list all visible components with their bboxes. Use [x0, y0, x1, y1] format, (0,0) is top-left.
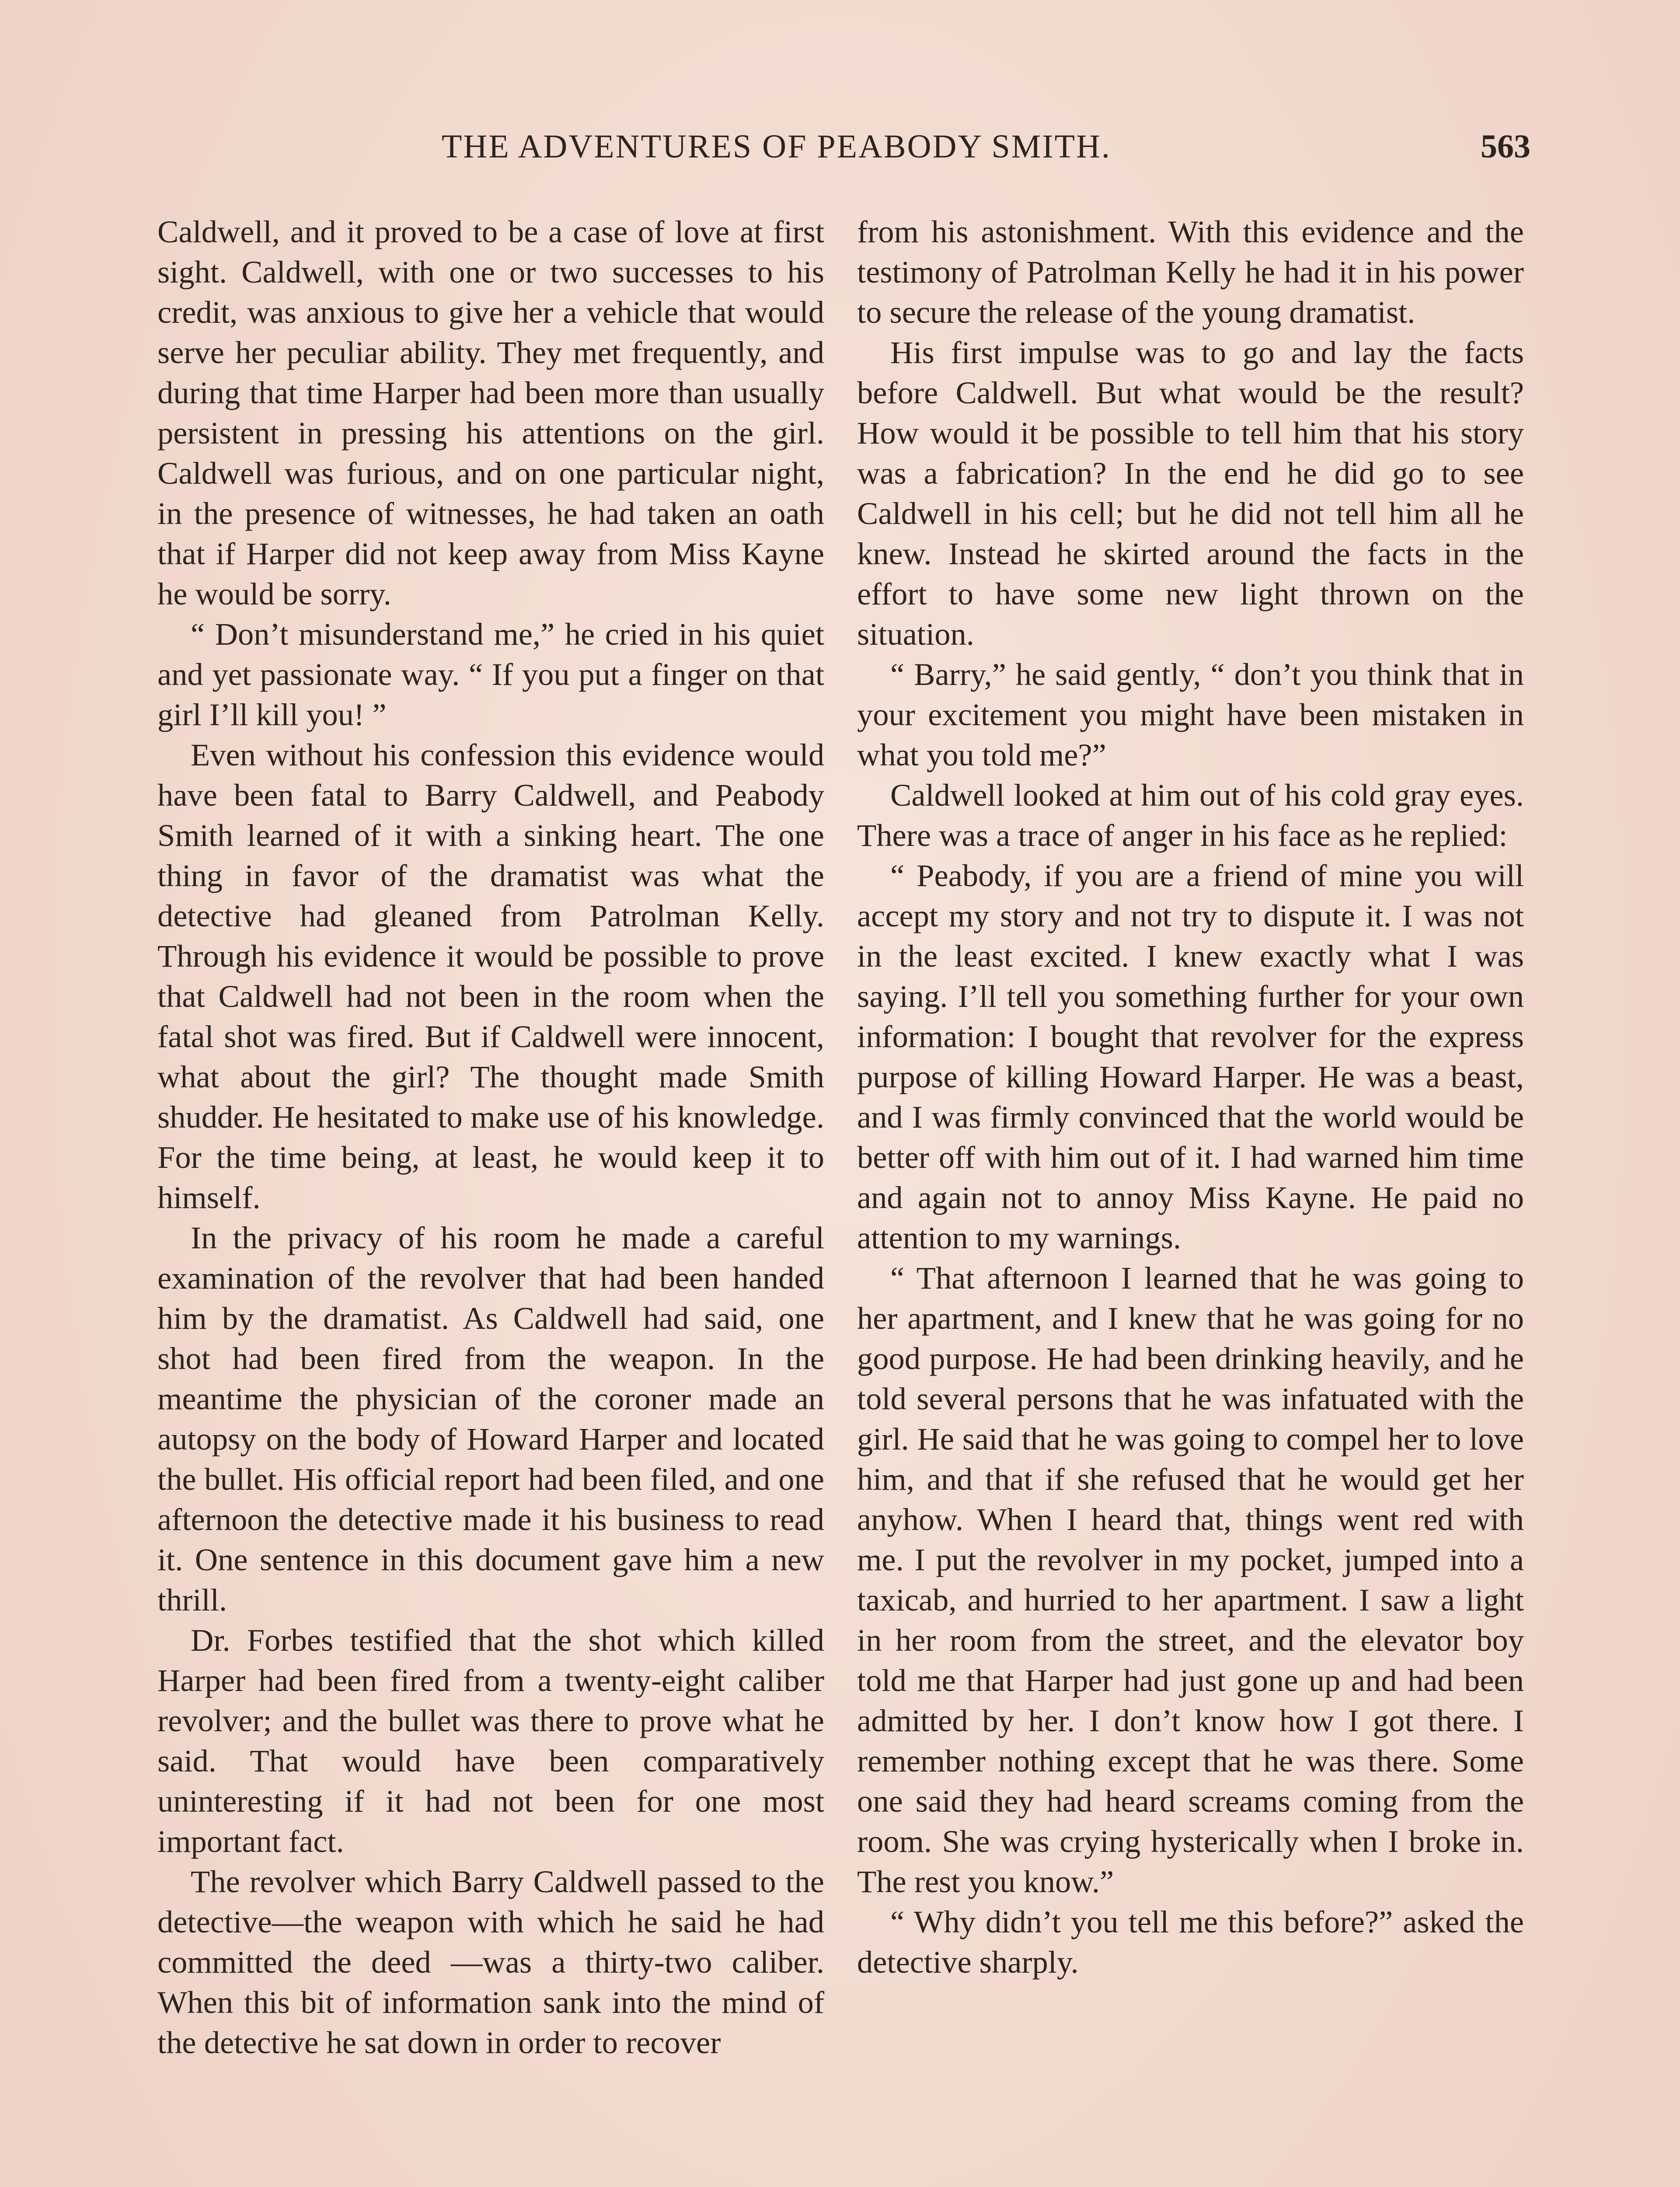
paragraph: His first impulse was to go and lay the facts before Caldwell. But what would be the result? How would it be possible to tell him that his story was a fabrication? In the end he did go to see Caldwell in his cell; but he did not tell him all he knew. Instead he skirted around the facts in the effort to have some new light thrown on the situation.	[857, 335, 1524, 652]
running-title: THE ADVENTURES OF PEABODY SMITH.	[442, 128, 1111, 165]
left-column	[157, 212, 824, 2063]
paragraph: Caldwell looked at him out of his cold gray eyes. There was a trace of anger in his face as he replied:	[857, 777, 1524, 853]
right-column	[857, 212, 1524, 1982]
paragraph: Caldwell, and it proved to be a case of love at first sight. Caldwell, with one or two successes to his credit, was anxious to give her a vehicle that would serve her peculiar ability. They met frequently, and during that time Harper had been more than usually persistent in pressing his attentions on the girl. Caldwell was furious, and on one particular night, in the presence of witnesses, he had taken an oath that if Harper did not keep away from Miss Kayne he would be sorry.	[157, 214, 824, 611]
paragraph: Dr. Forbes testified that the shot which killed Harper had been fired from a twenty-eight caliber revolver; and the bullet was there to prove what he said. That would have been comparatively uninteresting if it had not been for one most important fact.	[157, 1622, 824, 1859]
paragraph: “ Why didn’t you tell me this before?” asked the detective sharply.	[857, 1904, 1524, 1980]
paragraph: “ Don’t misunderstand me,” he cried in his quiet and yet passionate way. “ If you put a finger on that girl I’ll kill you! ”	[157, 616, 824, 732]
paragraph: In the privacy of his room he made a careful examination of the revolver that had been handed him by the dramatist. As Caldwell had said, one shot had been fired from the weapon. In the meantime the physician of the coroner made an autopsy on the body of Howard Harper and located the bullet. His official report had been filed, and one afternoon the detective made it his business to read it. One sentence in this document gave him a new thrill.	[157, 1220, 824, 1618]
paragraph: The revolver which Barry Caldwell passed to the detective—the weapon with which he said he had committed the deed —was a thirty-two caliber. When this bit of information sank into the mind of the detective he sat down in order to recover	[157, 1864, 824, 2060]
paragraph: “ That afternoon I learned that he was going to her apartment, and I knew that he was going for no good purpose. He had been drinking heavily, and he told several persons that he was infatuated with the girl. He said that he was going to compel her to love him, and that if she refused that he would get her anyhow. When I heard that, things went red with me. I put the revolver in my pocket, jumped into a taxicab, and hurried to her apartment. I saw a light in her room from the street, and the elevator boy told me that Harper had just gone up and had been admitted by her. I don’t know how I got there. I remember nothing except that he was there. Some one said they had heard screams coming from the room. She was crying hysterically when I broke in. The rest you know.”	[857, 1260, 1524, 1899]
paragraph: “ Peabody, if you are a friend of mine you will accept my story and not try to dispute it. I was not in the least excited. I knew exactly what I was saying. I’ll tell you something further for your own information: I bought that revolver for the express purpose of killing Howard Harper. He was a beast, and I was firmly convinced that the world would be better off with him out of it. I had warned him time and again not to annoy Miss Kayne. He paid no attention to my warnings.	[857, 858, 1524, 1255]
paragraph: from his astonishment. With this evidence and the testimony of Patrolman Kelly he had it in his power to secure the release of the young dramatist.	[857, 214, 1524, 330]
paragraph: Even without his confession this evidence would have been fatal to Barry Caldwell, and Peabody Smith learned of it with a sinking heart. The one thing in favor of the dramatist was what the detective had gleaned from Patrolman Kelly. Through his evidence it would be possible to prove that Caldwell had not been in the room when the fatal shot was fired. But if Caldwell were innocent, what about the girl? The thought made Smith shudder. He hesitated to make use of his knowledge. For the time being, at least, he would keep it to himself.	[157, 737, 824, 1215]
running-header	[157, 128, 1530, 185]
paragraph: “ Barry,” he said gently, “ don’t you think that in your excitement you might have been mistaken in what you told me?”	[857, 657, 1524, 772]
page-number: 563	[1481, 128, 1530, 165]
